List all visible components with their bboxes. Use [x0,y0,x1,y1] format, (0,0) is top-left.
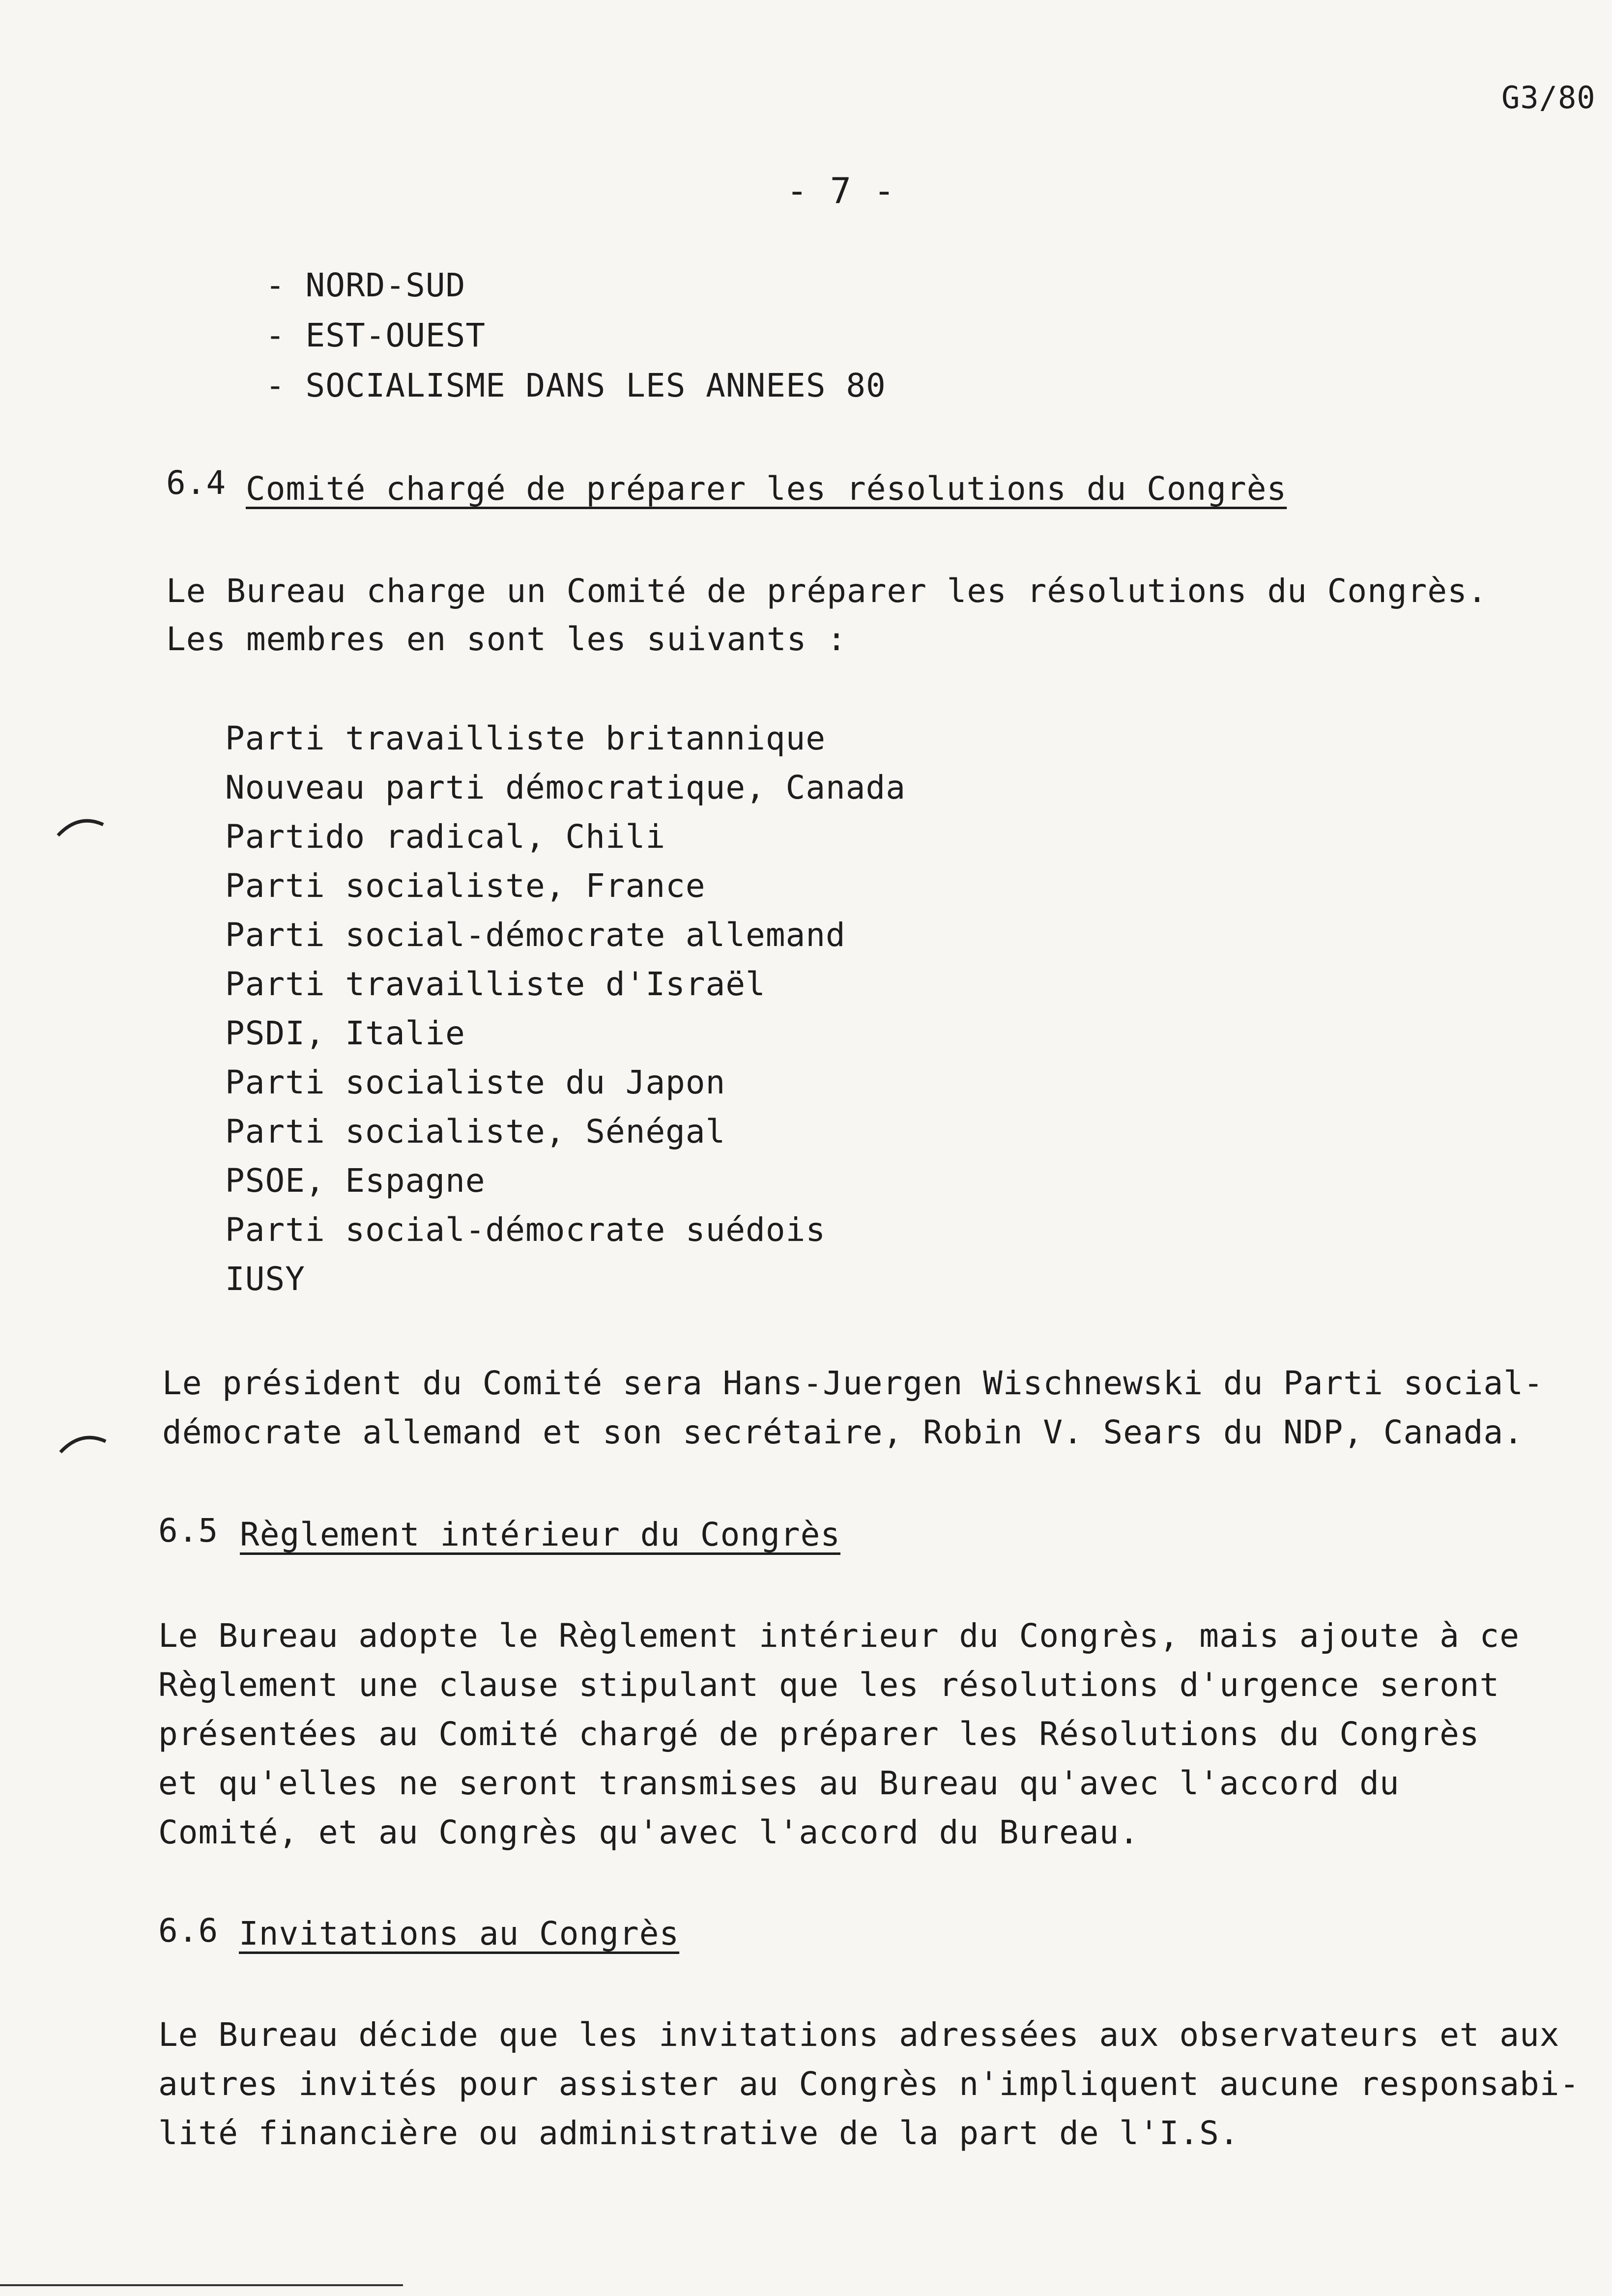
paragraph-line: et qu'elles ne seront transmises au Bureau qu'avec l'accord du [158,1764,1400,1802]
paragraph-line: Comité, et au Congrès qu'avec l'accord du Bureau. [158,1813,1140,1851]
section-number: 6.6 [158,1912,219,1950]
footer-rule [0,2284,403,2286]
member-item: PSOE, Espagne [225,1162,486,1200]
section-number: 6.4 [166,464,227,502]
bullet-item: - SOCIALISME DANS LES ANNEES 80 [265,367,886,404]
bullet-item: - NORD-SUD [265,266,466,304]
member-item: Parti socialiste, France [225,867,706,905]
member-item: Parti travailliste d'Israël [225,965,766,1003]
member-item: Partido radical, Chili [225,818,666,856]
paragraph-line: Règlement une clause stipulant que les résolutions d'urgence seront [158,1666,1500,1704]
page-number: - 7 - [786,170,895,211]
paragraph-line: autres invités pour assister au Congrès n'impliquent aucune responsabi- [158,2065,1580,2103]
paragraph-line: lité financière ou administrative de la part de l'I.S. [158,2114,1239,2152]
paragraph-line: Le Bureau adopte le Règlement intérieur du Congrès, mais ajoute à ce [158,1617,1520,1655]
paragraph-line: présentées au Comité chargé de préparer les Résolutions du Congrès [158,1715,1480,1753]
paragraph-line: Les membres en sont les suivants : [166,620,847,658]
margin-bracket-mark [54,811,108,840]
paragraph-line: Le Bureau décide que les invitations adressées aux observateurs et aux [158,2016,1560,2054]
section-title: Comité chargé de préparer les résolutions du Congrès [246,470,1287,508]
member-item: Parti social-démocrate suédois [225,1211,826,1249]
member-item: Parti social-démocrate allemand [225,916,846,954]
section-title: Invitations au Congrès [239,1915,680,1952]
bullet-item: - EST-OUEST [265,316,486,354]
member-item: Nouveau parti démocratique, Canada [225,769,906,806]
member-item: Parti socialiste, Sénégal [225,1113,726,1150]
member-item: PSDI, Italie [225,1014,465,1052]
margin-bracket-mark [57,1428,111,1457]
section-title: Règlement intérieur du Congrès [240,1516,841,1553]
member-item: Parti socialiste du Japon [225,1063,726,1101]
member-item: Parti travailliste britannique [225,719,826,757]
paragraph-line: Le président du Comité sera Hans-Juergen Wischnewski du Parti social- [162,1364,1544,1402]
paragraph-line: Le Bureau charge un Comité de préparer les résolutions du Congrès. [166,572,1488,610]
paragraph-line: démocrate allemand et son secrétaire, Robin V. Sears du NDP, Canada. [162,1413,1524,1451]
section-number: 6.5 [158,1512,219,1550]
document-reference: G3/80 [1501,80,1596,115]
member-item: IUSY [225,1260,305,1298]
